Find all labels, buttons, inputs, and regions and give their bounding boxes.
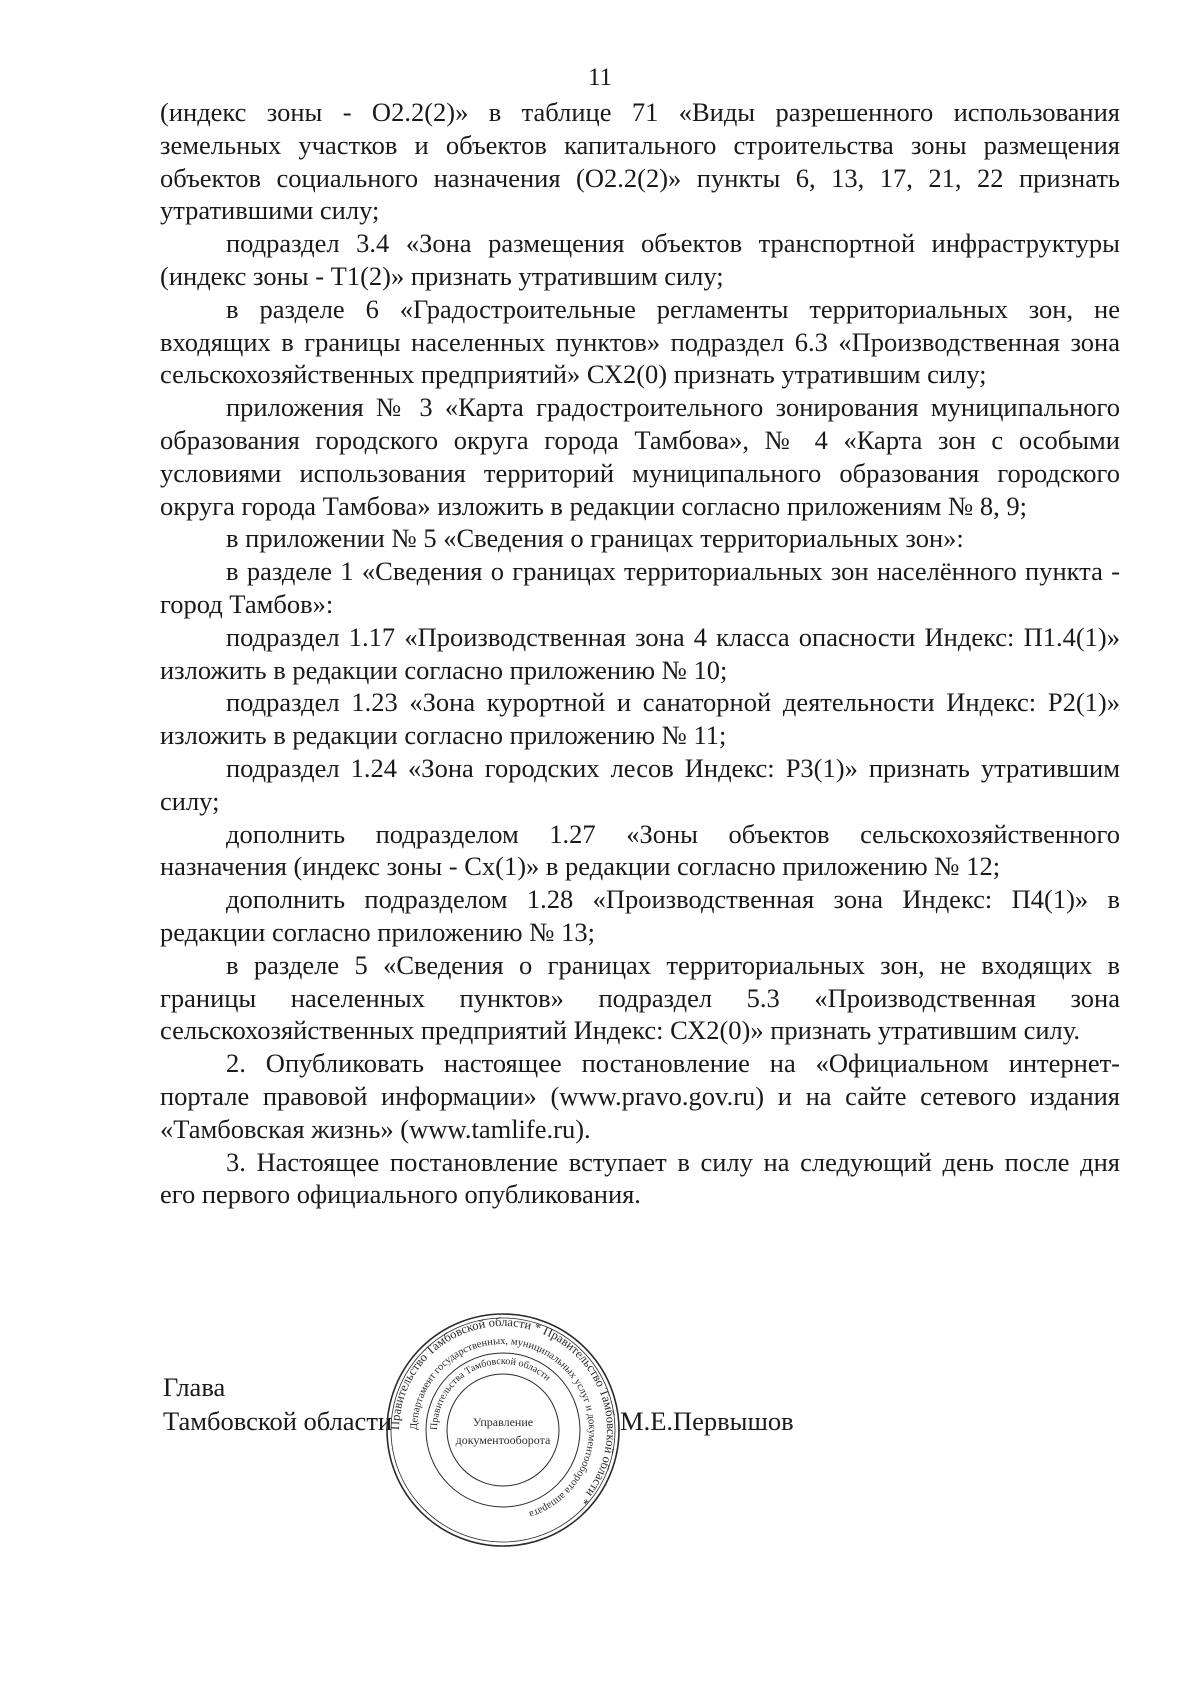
seal-outer-text: Правительство Тамбовской области * Правительство Тамбовской области * — [387, 1314, 619, 1508]
seal-middle-ring — [426, 1353, 580, 1507]
seal-inner-text: Правительства Тамбовской области — [428, 1355, 553, 1431]
official-seal — [383, 1310, 623, 1550]
signature-block — [163, 1370, 392, 1438]
paragraph: дополнить подразделом 1.27 «Зоны объектов сельскохозяйственного назначения (индекс зоны - Сх(1)» в редакции согласно приложению № 12; — [160, 818, 1120, 882]
seal-inner-ring — [447, 1374, 559, 1486]
paragraph: (индекс зоны - О2.2(2)» в таблице 71 «Виды разрешенного использования земельных участков и объектов капитального строительства зоны размещения объектов социального назначения (О2.2(2)» пункты 6, 13, 17, 21, 22 признать утратившими силу; — [160, 97, 1120, 226]
document-body — [160, 96, 1120, 1211]
signer-title-line1: Глава — [163, 1372, 226, 1402]
paragraph: в приложении № 5 «Сведения о границах территориальных зон»: — [226, 523, 964, 554]
page-number: 11 — [587, 64, 613, 91]
paragraph: приложения № 3 «Карта градостроительного зонирования муниципального образования городского округа города Тамбова», № 4 «Карта зон с особыми условиями использования территорий муниципального образования городского округа города Тамбова» изложить в редакции согласно приложениям № 8, 9; — [160, 392, 1120, 521]
signer-name: М.Е.Первышов — [620, 1406, 794, 1436]
paragraph: подраздел 1.24 «Зона городских лесов Индекс: Р3(1)» признать утратившим силу; — [160, 752, 1120, 816]
signer-title-line2: Тамбовской области — [163, 1406, 393, 1436]
paragraph: дополнить подразделом 1.28 «Производственная зона Индекс: П4(1)» в редакции согласно приложению № 13; — [160, 884, 1120, 947]
paragraph: подраздел 1.17 «Производственная зона 4 класса опасности Индекс: П1.4(1)» изложить в редакции согласно приложению № 10; — [160, 621, 1120, 685]
paragraph: в разделе 6 «Градостроительные регламенты территориальных зон, не входящих в границы населенных пунктов» подраздел 6.3 «Производственная зона сельскохозяйственных предприятий» СХ2(0) признать утратившим силу; — [160, 293, 1120, 390]
paragraph: 2. Опубликовать настоящее постановление на «Официальном интернет-портале правовой информации» (www.pravo.gov.ru) и на сайте сетевого издания «Тамбовская жизнь» (www.tamlife.ru). — [160, 1048, 1120, 1144]
paragraph: подраздел 1.23 «Зона курортной и санаторной деятельности Индекс: Р2(1)» изложить в редакции согласно приложению № 11; — [160, 687, 1120, 751]
seal-middle-text: Департамент государственных, муниципальных услуг и документооборота аппарата — [408, 1335, 598, 1520]
paragraph: в разделе 1 «Сведения о границах территориальных зон населённого пункта - город Тамбов»: — [160, 556, 1120, 619]
seal-center-line2: документооборота — [455, 1433, 551, 1447]
paragraph: подраздел 3.4 «Зона размещения объектов транспортной инфраструктуры (индекс зоны - Т1(2)» признать утратившим силу; — [160, 228, 1120, 291]
paragraph: в разделе 5 «Сведения о границах территориальных зон, не входящих в границы населенных пунктов» подраздел 5.3 «Производственная зона сельскохозяйственных предприятий Индекс: СХ2(0)» признать утратившим силу. — [160, 949, 1120, 1046]
seal-center-line1: Управление — [472, 1415, 534, 1429]
paragraph: 3. Настоящее постановление вступает в силу на следующий день после дня его первого официального опубликования. — [160, 1146, 1120, 1210]
seal-graphic — [383, 1310, 623, 1550]
